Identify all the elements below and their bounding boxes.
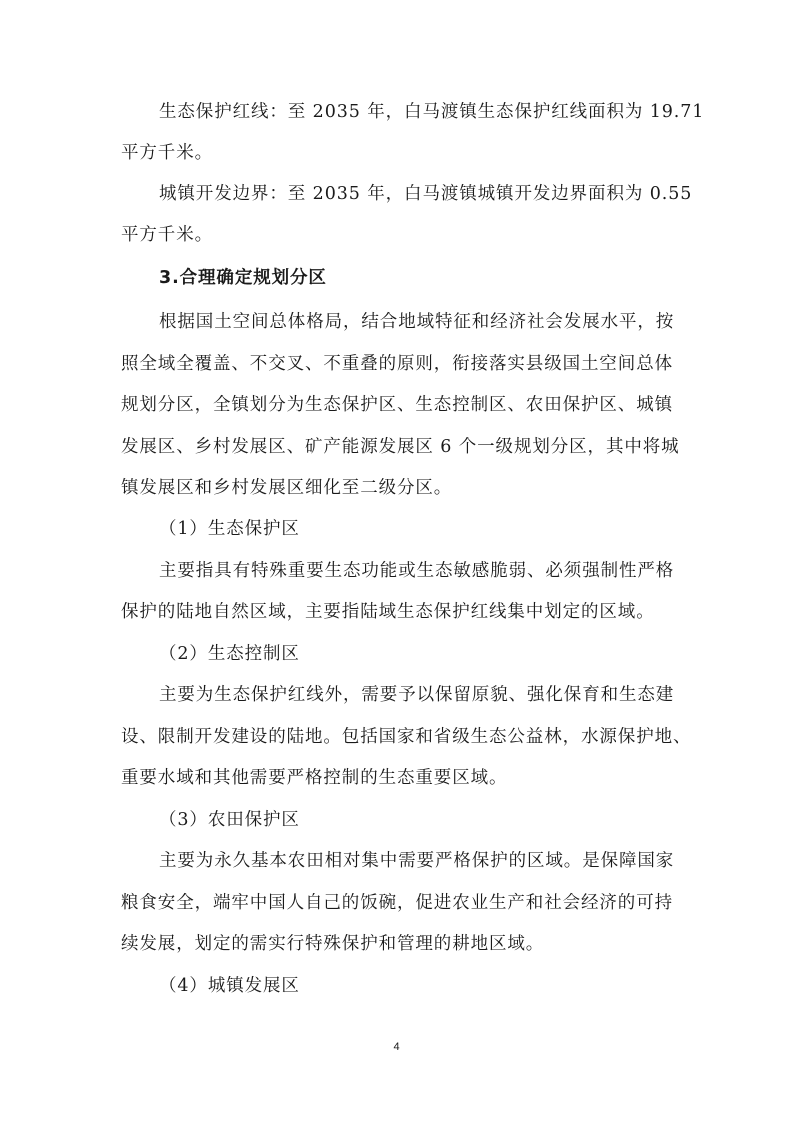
section-heading: 3.合理确定规划分区 [159, 268, 327, 288]
paragraph-line: 保护的陆地自然区域，主要指陆域生态保护红线集中划定的区域。 [121, 602, 655, 622]
paragraph-line: 镇发展区和乡村发展区细化至二级分区。 [121, 478, 453, 498]
paragraph-line: 粮食安全，端牢中国人自己的饭碗，促进农业生产和社会经济的可持 [121, 893, 673, 913]
paragraph-line: 主要为永久基本农田相对集中需要严格保护的区域。是保障国家 [159, 851, 675, 871]
paragraph-line: 重要水域和其他需要严格控制的生态重要区域。 [121, 768, 508, 788]
subsection-heading: （2）生态控制区 [159, 644, 300, 664]
subsection-heading: （1）生态保护区 [159, 519, 300, 539]
subsection-heading: （3）农田保护区 [159, 810, 300, 830]
paragraph-line: 设、限制开发建设的陆地。包括国家和省级生态公益林，水源保护地、 [121, 727, 692, 747]
paragraph-line: 平方千米。 [121, 225, 213, 245]
paragraph-line: 平方千米。 [121, 143, 213, 163]
paragraph-line: 根据国土空间总体格局，结合地域特征和经济社会发展水平，按 [159, 312, 675, 332]
paragraph-line: 主要为生态保护红线外，需要予以保留原貌、强化保育和生态建 [159, 685, 675, 705]
paragraph-line: 规划分区，全镇划分为生态保护区、生态控制区、农田保护区、城镇 [121, 395, 673, 415]
paragraph-line: 续发展，划定的需实行特殊保护和管理的耕地区域。 [121, 934, 545, 954]
paragraph-line: 照全域全覆盖、不交叉、不重叠的原则，衔接落实县级国土空间总体 [121, 354, 673, 374]
paragraph-line: 生态保护红线：至 2035 年，白马渡镇生态保护红线面积为 19.71 [159, 102, 705, 122]
subsection-heading: （4）城镇发展区 [159, 976, 300, 996]
paragraph-line: 主要指具有特殊重要生态功能或生态敏感脆弱、必须强制性严格 [159, 561, 675, 581]
page-number: 4 [393, 1041, 400, 1053]
paragraph-line: 城镇开发边界：至 2035 年，白马渡镇城镇开发边界面积为 0.55 [159, 184, 693, 204]
paragraph-line: 发展区、乡村发展区、矿产能源发展区 6 个一级规划分区，其中将城 [121, 437, 680, 457]
